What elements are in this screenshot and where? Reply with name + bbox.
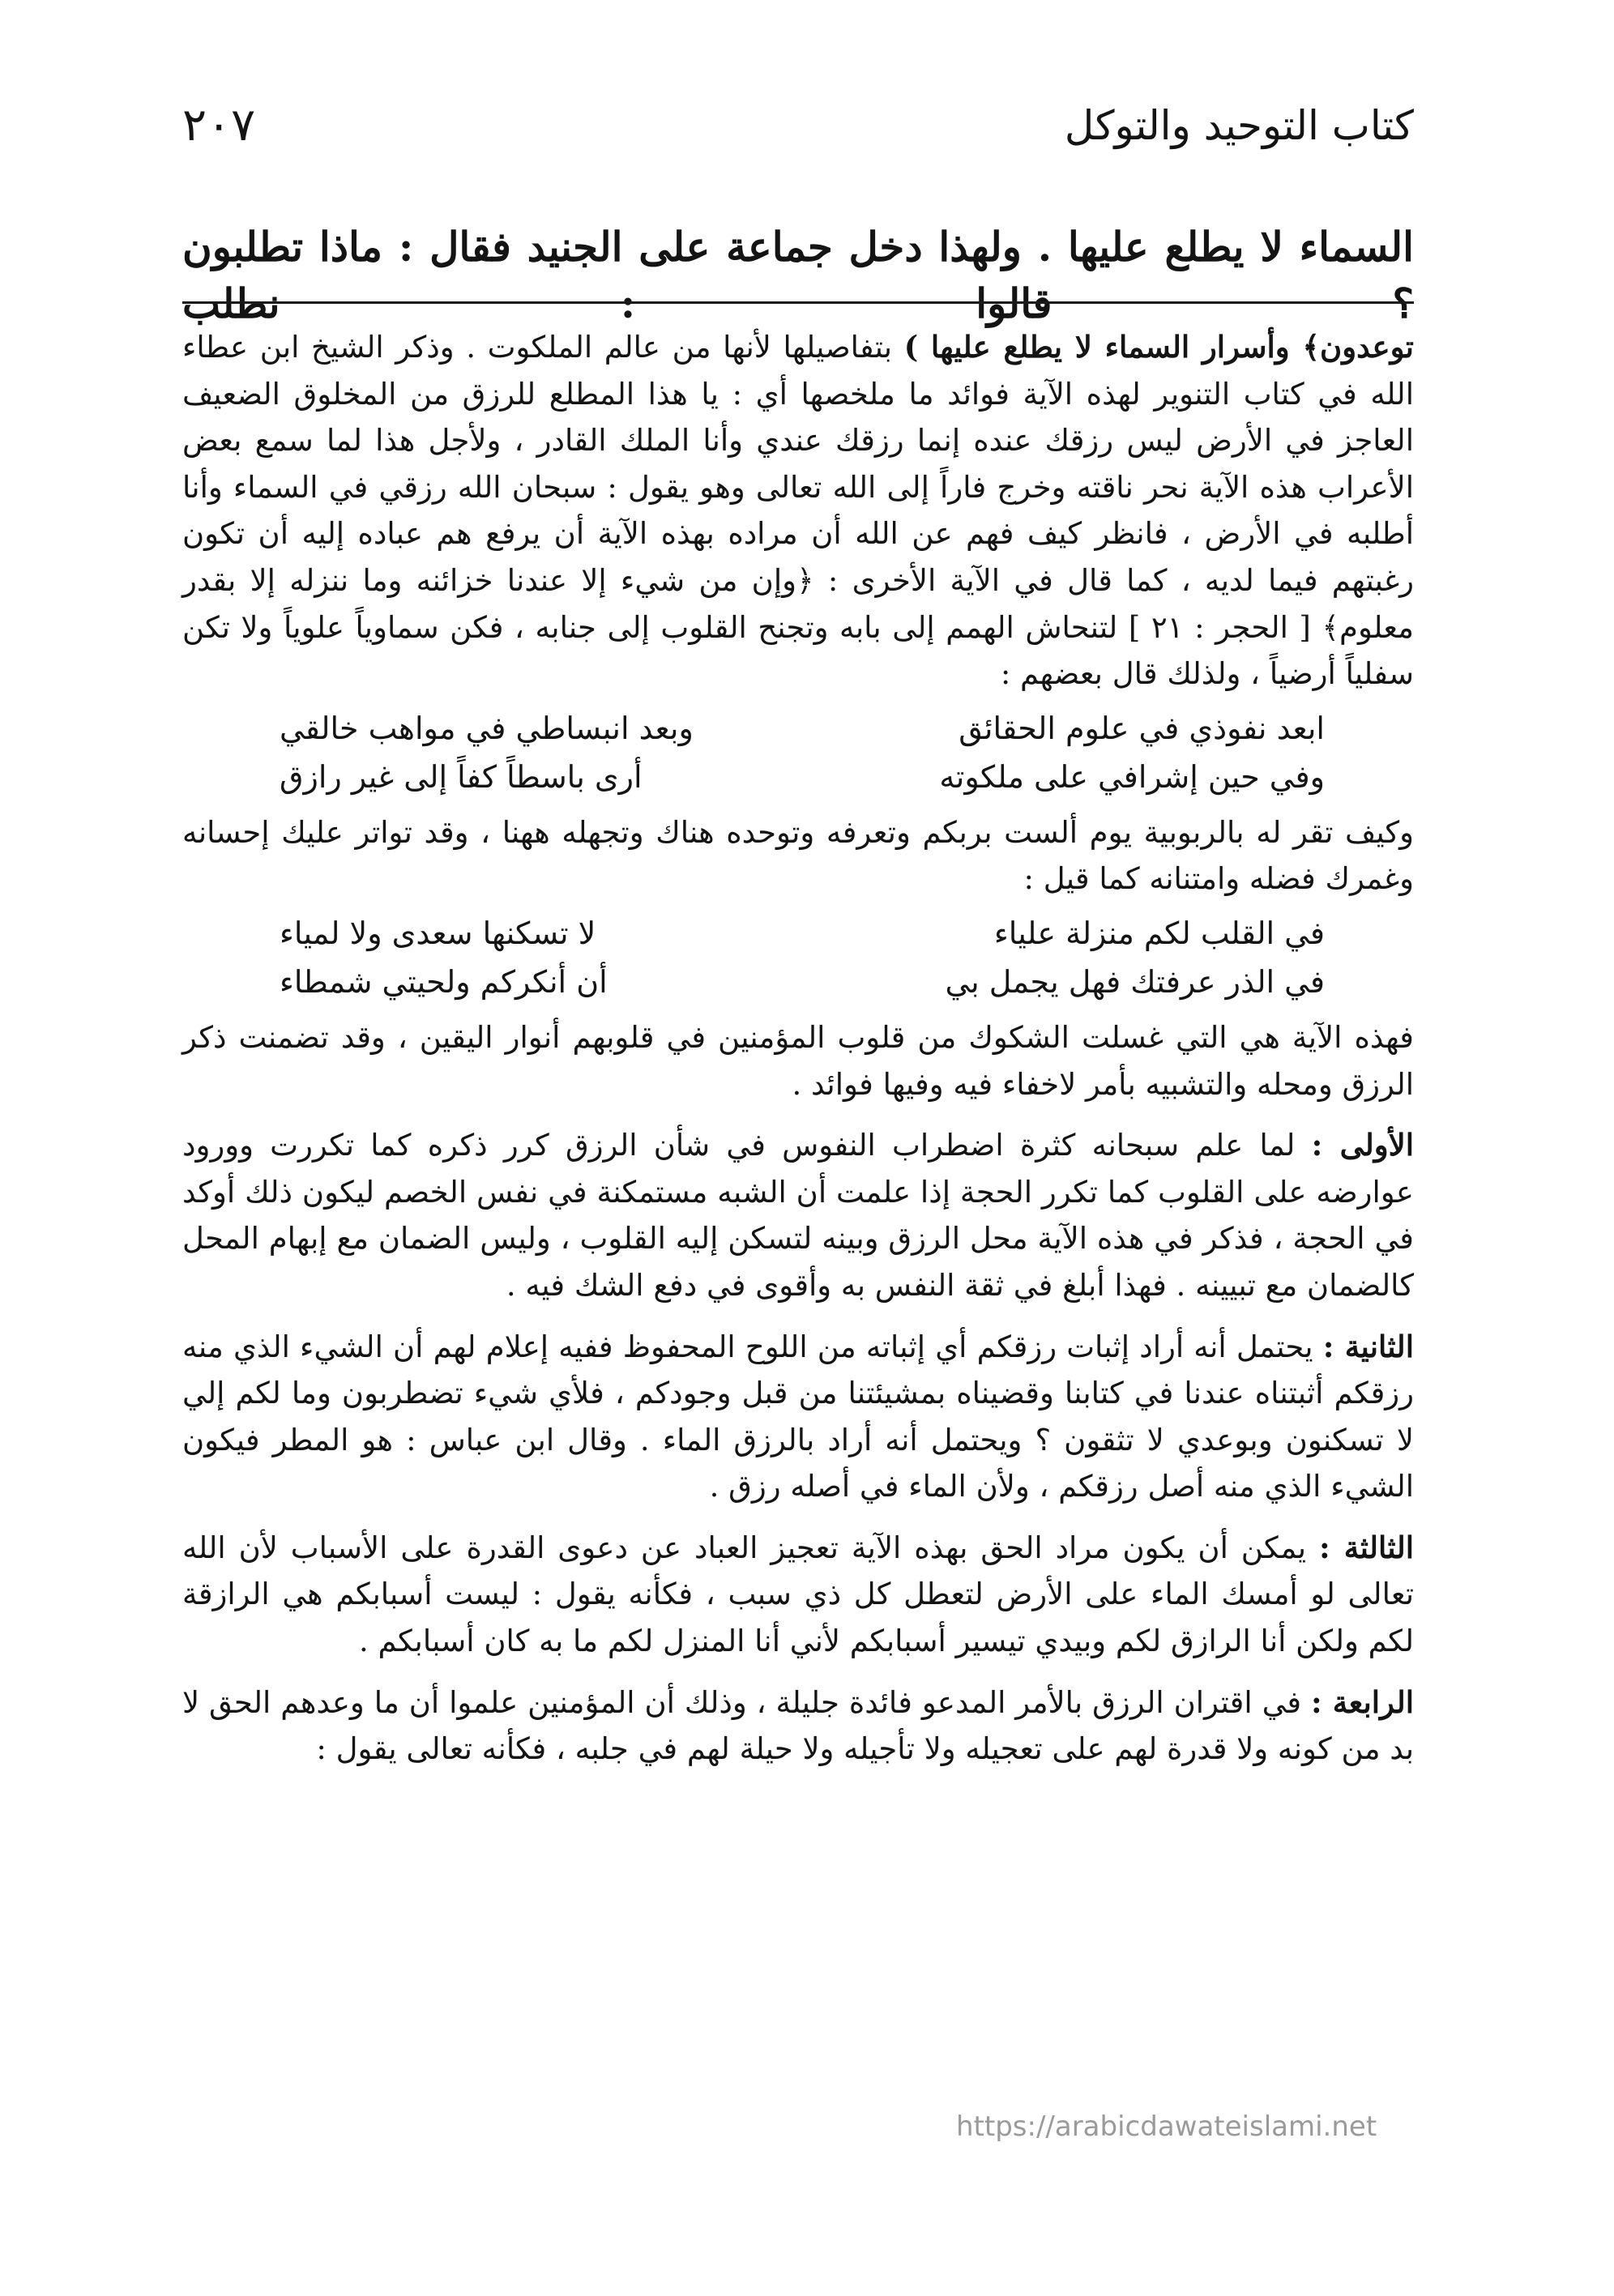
verse-first-hemistich: في القلب لكم منزلة علياء [993,915,1325,951]
commentary-paragraph-2: وكيف تقر له بالربوبية يوم ألست بربكم وتعرفه وتوحده هناك وتجهله ههنا ، وقد تواتر عليك إحسانه وغمرك فضله وامتنانه كما قيل : [182,814,1414,897]
verse-first-hemistich: وفي حين إشرافي على ملكوته [939,758,1325,795]
paragraph-text: لما علم سبحانه كثرة اضطراب النفوس في شأن الرزق كرر ذكره كما تكررت وورود عوارضه على القلوب كما تكرر الحجة إذا علمت أن الشبه مستمكنة في نفس الخصم ليكون ذلك أوكد في الحجة ، فذكر في هذه الآية محل الرزق وبينه لتسكن إليه القلوب ، وليس الضمان مع إبهام المحل كالضمان مع تبيينه . فهذا أبلغ في ثقة النفس به وأقوى في دفع الشك فيه . [182,1128,1414,1303]
commentary-paragraph-1 [182,324,1414,698]
benefit-label: الثانية : [1322,1328,1414,1364]
benefit-label: الأولى : [1311,1127,1414,1163]
benefit-first [182,1122,1414,1308]
benefit-label: الثالثة : [1319,1529,1415,1565]
quoted-verse-lead: توعدون﴾ وأسرار السماء لا يطلع عليها ) [903,329,1414,365]
verse-first-hemistich: في الذر عرفتك فهل يجمل بي [945,963,1325,1000]
main-text-line: السماء لا يطلع عليها . ولهذا دخل جماعة على الجنيد فقال : ماذا تطلبون ؟ قالوا : نطلب [182,223,1414,327]
verse-second-hemistich: وبعد انبساطي في مواهب خالقي [280,710,694,746]
page-number: ٢٠٧ [182,99,256,152]
page-header [182,97,1414,162]
poem-verse [182,909,1414,958]
poem-verse [182,704,1414,753]
paragraph-text: يمكن أن يكون مراد الحق بهذه الآية تعجيز العباد عن دعوى القدرة على الأسباب لأن الله تعالى لو أمسك الماء على الأرض لتعطل كل ذي سبب ، فكأنه يقول : ليست أسبابكم هي الرازقة لكم ولكن أنا الرازق لكم وبيدي تيسير أسبابكم لأني أنا المنزل لكم ما به كان أسبابكم . [182,1530,1414,1659]
paragraph-text: بتفاصيلها لأنها من عالم الملكوت . وذكر الشيخ ابن عطاء الله في كتاب التنوير لهذه الآية فوائد ما ملخصها أي : يا هذا المطلع للرزق من المخلوق الضعيف العاجز في الأرض ليس رزقك عنده إنما رزقك عندي وأنا الملك القادر ، ولأجل هذا لما سمع بعض الأعراب هذه الآية نحر ناقته وخرج فاراً إلى الله تعالى وهو يقول : سبحان الله رزقي في السماء وأنا أطلبه في الأرض ، فانظر كيف فهم عن الله أن مراده بهذه الآية أن يرفع هم عباده إليه أن تكون رغبتهم فيما لديه ، كما قال في الآية الأخرى : ﴿وإن من شيء إلا عندنا خزائنه وما ننزله إلا بقدر معلوم﴾ [ الحجر : ٢١ ] لتنحاش الهمم إلى بابه وتجنح القلوب إلى جنابه ، فكن سماوياً علوياً ولا تكن سفلياً أرضياً ، ولذلك قال بعضهم : [182,330,1414,692]
source-watermark: https://arabicdawateislami.net [956,2110,1377,2143]
running-title: كتاب التوحيد والتوكل [1064,102,1414,149]
poem-block-1 [182,704,1414,801]
verse-second-hemistich: أرى باسطاً كفاً إلى غير رازق [280,758,643,795]
separator-rule [182,301,1414,304]
verse-second-hemistich: لا تسكنها سعدى ولا لمياء [280,915,596,951]
poem-verse [182,958,1414,1006]
poem-block-2 [182,909,1414,1006]
benefit-second [182,1324,1414,1510]
paragraph-text: في اقتران الرزق بالأمر المدعو فائدة جليلة ، وذلك أن المؤمنين علموا أن ما وعدهم الحق لا بد من كونه ولا قدرة لهم على تعجيله ولا تأجيله ولا حيلة لهم في جلبه ، فكأنه تعالى يقول : [182,1684,1414,1767]
commentary-body [182,324,1414,1773]
benefit-label: الرابعة : [1311,1684,1414,1720]
paragraph-text: يحتمل أنه أراد إثبات رزقكم أي إثباته من اللوح المحفوظ ففيه إعلام لهم أن الشيء الذي منه رزقكم أثبتناه عندنا في كتابنا وقضيناه بمشيئتنا من قبل وجودكم ، فلأي شيء تضطربون وما لكم إلي لا تسكنون وبوعدي لا تثقون ؟ ويحتمل أنه أراد بالرزق الماء . وقال ابن عباس : هو المطر فيكون الشيء الذي منه أصل رزقكم ، ولأن الماء في أصله رزق . [182,1329,1414,1504]
benefit-third [182,1525,1414,1665]
benefit-fourth [182,1679,1414,1773]
commentary-paragraph-3: فهذه الآية هي التي غسلت الشكوك من قلوب المؤمنين في قلوبهم أنوار اليقين ، وقد تضمنت ذكر الرزق ومحله والتشبيه بأمر لاخفاء فيه وفيها فوائد . [182,1019,1414,1102]
poem-verse [182,753,1414,801]
verse-second-hemistich: أن أنكركم ولحيتي شمطاء [280,963,608,1000]
verse-first-hemistich: ابعد نفوذي في علوم الحقائق [959,710,1325,746]
